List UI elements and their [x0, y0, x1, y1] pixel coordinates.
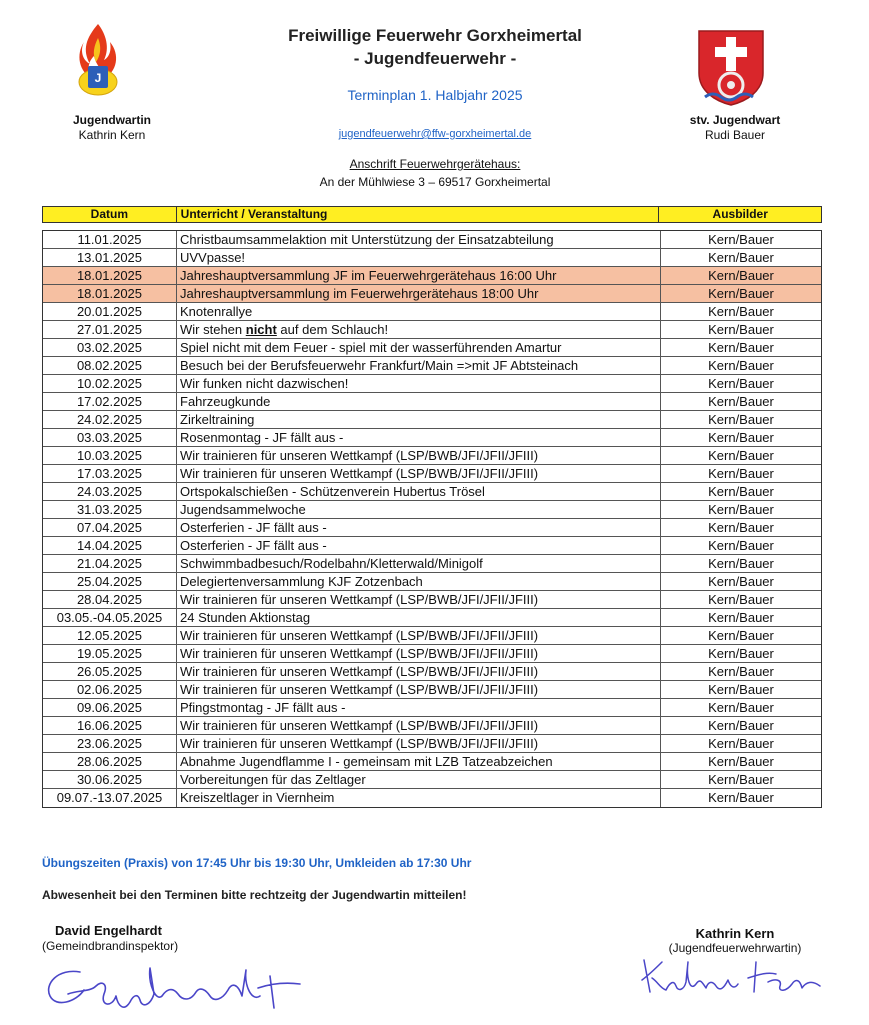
row-event: Jugendsammelwoche: [177, 501, 661, 518]
row-trainer: Kern/Bauer: [708, 736, 774, 751]
row-event-emphasis: nicht: [245, 322, 277, 337]
row-date: 03.05.-04.05.2025: [43, 609, 177, 626]
row-event: UVVpasse!: [177, 249, 661, 266]
row-event: Zirkeltraining: [177, 411, 661, 428]
row-event: Wir funken nicht dazwischen!: [177, 375, 661, 392]
row-event-part: auf dem Schlauch!: [276, 322, 389, 337]
row-trainer: Kern/Bauer: [708, 466, 774, 481]
row-date: 03.02.2025: [43, 339, 177, 356]
header-event: Unterricht / Veranstaltung: [177, 207, 660, 222]
signer-right-role: (Jugendfeuerwehrwartin): [668, 941, 802, 955]
row-date: 28.04.2025: [43, 591, 177, 608]
signer-left-name: David Engelhardt: [55, 923, 162, 938]
row-event: Wir trainieren für unseren Wettkampf (LSP/BWB/JFI/JFII/JFIII): [177, 447, 661, 464]
row-date: 11.01.2025: [43, 231, 177, 248]
row-date: 08.02.2025: [43, 357, 177, 374]
table-row: [43, 771, 821, 789]
table-row: [43, 555, 821, 573]
row-trainer: Kern/Bauer: [708, 556, 774, 571]
row-trainer: Kern/Bauer: [708, 772, 774, 787]
table-row: [43, 645, 821, 663]
row-event: Osterferien - JF fällt aus -: [177, 537, 661, 554]
row-event: Osterferien - JF fällt aus -: [177, 519, 661, 536]
address: An der Mühlwiese 3 – 69517 Gorxheimertal: [319, 175, 551, 189]
table-row: [43, 267, 821, 285]
row-event: Wir trainieren für unseren Wettkampf (LSP/BWB/JFI/JFII/JFIII): [177, 465, 661, 482]
row-date: 24.03.2025: [43, 483, 177, 500]
table-row: [43, 429, 821, 447]
row-event: Pfingstmontag - JF fällt aus -: [177, 699, 661, 716]
row-date: 26.05.2025: [43, 663, 177, 680]
row-date: 18.01.2025: [43, 285, 177, 302]
svg-text:J: J: [94, 71, 102, 85]
absence-note: Abwesenheit bei den Terminen bitte rechtzeitg der Jugendwartin mitteilen!: [42, 888, 467, 902]
table-row: [43, 573, 821, 591]
row-event: Ortspokalschießen - Schützenverein Hubertus Trösel: [177, 483, 661, 500]
table-row: [43, 303, 821, 321]
row-event: Rosenmontag - JF fällt aus -: [177, 429, 661, 446]
row-date: 25.04.2025: [43, 573, 177, 590]
row-trainer: Kern/Bauer: [708, 376, 774, 391]
row-event: Christbaumsammelaktion mit Unterstützung der Einsatzabteilung: [177, 231, 661, 248]
row-trainer: Kern/Bauer: [708, 628, 774, 643]
table-row: [43, 717, 821, 735]
row-event: Wir trainieren für unseren Wettkampf (LSP/BWB/JFI/JFII/JFIII): [177, 627, 661, 644]
row-date: 12.05.2025: [43, 627, 177, 644]
row-trainer: Kern/Bauer: [708, 322, 774, 337]
row-event: Wir trainieren für unseren Wettkampf (LSP/BWB/JFI/JFII/JFIII): [177, 663, 661, 680]
row-date: 18.01.2025: [43, 267, 177, 284]
row-event: Abnahme Jugendflamme I - gemeinsam mit LZB Tatzeabzeichen: [177, 753, 661, 770]
row-date: 07.04.2025: [43, 519, 177, 536]
row-trainer: Kern/Bauer: [708, 682, 774, 697]
table-row: [43, 501, 821, 519]
table-row: [43, 249, 821, 267]
row-trainer: Kern/Bauer: [708, 394, 774, 409]
row-event: Jahreshauptversammlung JF im Feuerwehrgerätehaus 16:00 Uhr: [177, 267, 661, 284]
row-date: 03.03.2025: [43, 429, 177, 446]
plan-title: Terminplan 1. Halbjahr 2025: [347, 87, 523, 103]
row-event: Besuch bei der Berufsfeuerwehr Frankfurt/Main =>mit JF Abtsteinach: [177, 357, 661, 374]
row-trainer: Kern/Bauer: [708, 340, 774, 355]
row-event: Jahreshauptversammlung im Feuerwehrgerätehaus 18:00 Uhr: [177, 285, 661, 302]
table-row: [43, 357, 821, 375]
row-trainer: Kern/Bauer: [708, 268, 774, 283]
table-row: [43, 375, 821, 393]
row-event: Delegiertenversammlung KJF Zotzenbach: [177, 573, 661, 590]
row-date: 27.01.2025: [43, 321, 177, 338]
row-trainer: Kern/Bauer: [708, 700, 774, 715]
signature-right: [636, 952, 826, 1002]
left-contact-name: Kathrin Kern: [78, 128, 146, 142]
row-event: Spiel nicht mit dem Feuer - spiel mit der wasserführenden Amartur: [177, 339, 661, 356]
table-row: [43, 699, 821, 717]
table-row: [43, 231, 821, 249]
row-trainer: Kern/Bauer: [708, 430, 774, 445]
row-event: Knotenrallye: [177, 303, 661, 320]
row-date: 09.06.2025: [43, 699, 177, 716]
practice-times: Übungszeiten (Praxis) von 17:45 Uhr bis 19:30 Uhr, Umkleiden ab 17:30 Uhr: [42, 856, 472, 870]
row-trainer: Kern/Bauer: [708, 646, 774, 661]
row-date: 20.01.2025: [43, 303, 177, 320]
row-trainer: Kern/Bauer: [708, 718, 774, 733]
row-event: Wir trainieren für unseren Wettkampf (LSP/BWB/JFI/JFII/JFIII): [177, 645, 661, 662]
table-row: [43, 447, 821, 465]
table-row: [43, 483, 821, 501]
table-row: [43, 321, 821, 339]
row-date: 30.06.2025: [43, 771, 177, 788]
row-date: 16.06.2025: [43, 717, 177, 734]
right-contact-role: stv. Jugendwart: [689, 113, 781, 127]
table-row: [43, 465, 821, 483]
table-header: [42, 206, 822, 223]
row-trainer: Kern/Bauer: [708, 412, 774, 427]
row-event: 24 Stunden Aktionstag: [177, 609, 661, 626]
row-date: 24.02.2025: [43, 411, 177, 428]
row-trainer: Kern/Bauer: [708, 286, 774, 301]
table-row: [43, 753, 821, 771]
signer-right-name: Kathrin Kern: [695, 926, 775, 941]
row-trainer: Kern/Bauer: [708, 592, 774, 607]
row-event: Fahrzeugkunde: [177, 393, 661, 410]
row-date: 28.06.2025: [43, 753, 177, 770]
row-date: 31.03.2025: [43, 501, 177, 518]
table-row: [43, 339, 821, 357]
table-row: [43, 519, 821, 537]
row-trainer: Kern/Bauer: [708, 790, 774, 805]
table-row: [43, 789, 821, 807]
row-date: 17.02.2025: [43, 393, 177, 410]
row-event: Wir trainieren für unseren Wettkampf (LSP/BWB/JFI/JFII/JFIII): [177, 681, 661, 698]
table-row: [43, 681, 821, 699]
schedule-table: [42, 230, 822, 808]
page-subtitle: - Jugendfeuerwehr -: [353, 49, 517, 68]
row-date: 17.03.2025: [43, 465, 177, 482]
row-event: Vorbereitungen für das Zeltlager: [177, 771, 661, 788]
row-event: [177, 321, 661, 338]
table-row: [43, 285, 821, 303]
table-row: [43, 591, 821, 609]
row-event: Wir trainieren für unseren Wettkampf (LSP/BWB/JFI/JFII/JFIII): [177, 735, 661, 752]
row-trainer: Kern/Bauer: [708, 574, 774, 589]
row-trainer: Kern/Bauer: [708, 664, 774, 679]
table-row: [43, 537, 821, 555]
table-row: [43, 735, 821, 753]
table-row: [43, 663, 821, 681]
row-date: 10.02.2025: [43, 375, 177, 392]
row-date: 19.05.2025: [43, 645, 177, 662]
row-trainer: Kern/Bauer: [708, 304, 774, 319]
row-trainer: Kern/Bauer: [708, 358, 774, 373]
row-date: 09.07.-13.07.2025: [43, 789, 177, 807]
table-row: [43, 411, 821, 429]
row-date: 23.06.2025: [43, 735, 177, 752]
header-date: Datum: [43, 207, 177, 222]
signature-left: [38, 950, 308, 1020]
row-date: 13.01.2025: [43, 249, 177, 266]
email-link[interactable]: jugendfeuerwehr@ffw-gorxheimertal.de: [338, 128, 532, 140]
row-event: Wir trainieren für unseren Wettkampf (LSP/BWB/JFI/JFII/JFIII): [177, 591, 661, 608]
row-trainer: Kern/Bauer: [708, 502, 774, 517]
signer-left-role: (Gemeindbrandinspektor): [42, 939, 179, 953]
left-contact-role: Jugendwartin: [72, 113, 151, 127]
table-row: [43, 609, 821, 627]
header-trainer: Ausbilder: [712, 207, 768, 221]
row-event: Kreiszeltlager in Viernheim: [177, 789, 661, 807]
row-trainer: Kern/Bauer: [708, 520, 774, 535]
row-event: Wir trainieren für unseren Wettkampf (LSP/BWB/JFI/JFII/JFIII): [177, 717, 661, 734]
row-trainer: Kern/Bauer: [708, 232, 774, 247]
row-event-part: Wir stehen: [180, 322, 246, 337]
right-contact-name: Rudi Bauer: [704, 128, 766, 142]
row-trainer: Kern/Bauer: [708, 484, 774, 499]
row-trainer: Kern/Bauer: [708, 754, 774, 769]
address-label: Anschrift Feuerwehrgerätehaus:: [349, 157, 521, 171]
row-trainer: Kern/Bauer: [708, 610, 774, 625]
row-date: 02.06.2025: [43, 681, 177, 698]
row-date: 21.04.2025: [43, 555, 177, 572]
table-row: [43, 627, 821, 645]
row-trainer: Kern/Bauer: [708, 250, 774, 265]
row-date: 14.04.2025: [43, 537, 177, 554]
row-event: Schwimmbadbesuch/Rodelbahn/Kletterwald/Minigolf: [177, 555, 661, 572]
row-date: 10.03.2025: [43, 447, 177, 464]
coat-of-arms-icon: [695, 27, 767, 107]
jugendfeuerwehr-logo-icon: [72, 20, 124, 98]
page-title: Freiwillige Feuerwehr Gorxheimertal: [288, 26, 582, 45]
table-row: [43, 393, 821, 411]
row-trainer: Kern/Bauer: [708, 538, 774, 553]
row-trainer: Kern/Bauer: [708, 448, 774, 463]
